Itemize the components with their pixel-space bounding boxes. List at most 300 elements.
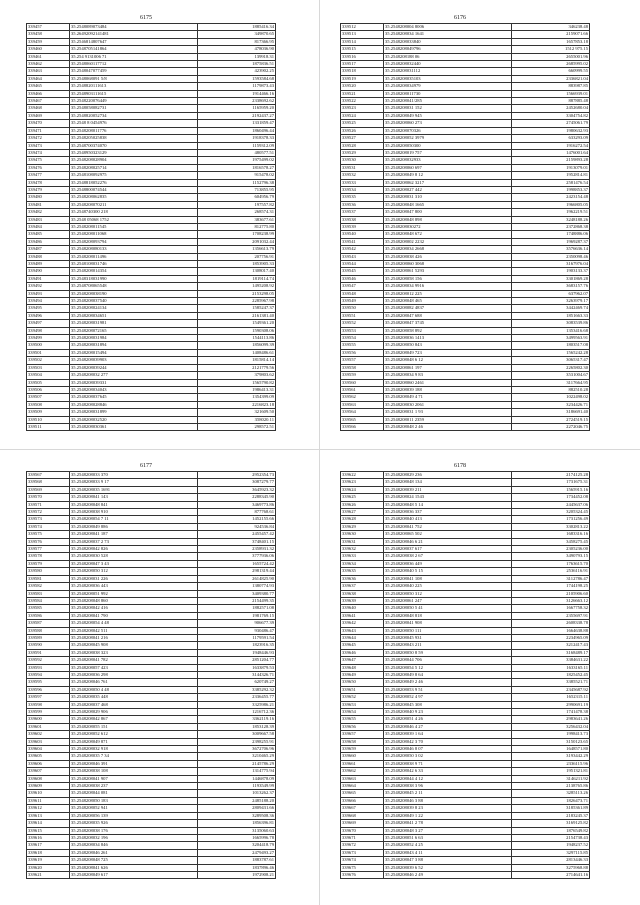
table-row <box>341 223 590 230</box>
row-id-cell: 339565 <box>341 416 384 423</box>
coordinate-cell: 35.2548208072165 <box>70 327 198 334</box>
row-id-cell: 339606 <box>27 760 70 767</box>
row-id-cell: 339543 <box>341 253 384 260</box>
value-cell: 1022498.02 <box>512 394 590 401</box>
value-cell: 1741478.38 <box>512 709 590 716</box>
coordinate-cell: 35.2548208047 688 <box>384 312 512 319</box>
row-id-cell: 339542 <box>341 246 384 253</box>
table-row <box>341 194 590 201</box>
table-row <box>27 605 276 612</box>
value-cell: 637962.07 <box>512 290 590 297</box>
coordinate-cell: 35.2548208051 992 <box>70 590 198 597</box>
row-id-cell: 339559 <box>341 372 384 379</box>
table-row <box>341 575 590 582</box>
value-cell: 1193549.99 <box>198 783 276 790</box>
table-row <box>341 312 590 319</box>
coordinate-cell: 35.2548208031 152 <box>384 105 512 112</box>
table-row <box>341 627 590 634</box>
value-cell: 2192437.27 <box>198 112 276 119</box>
coordinate-cell: 35.2548 8 0454976 <box>70 120 198 127</box>
coordinate-cell: 35.2548208031 310 <box>384 194 512 201</box>
row-id-cell: 339666 <box>341 797 384 804</box>
row-id-cell: 339513 <box>341 31 384 38</box>
coordinate-cell: 35.2548208049 8 12 <box>384 172 512 179</box>
coordinate-cell: 35.254 9131006 71 <box>70 53 198 60</box>
value-cell: 1013262.37 <box>198 790 276 797</box>
row-id-cell: 339533 <box>341 179 384 186</box>
value-cell: 2336821.04 <box>512 75 590 82</box>
table-row <box>27 709 276 716</box>
table-row <box>27 486 276 493</box>
row-id-cell: 339484 <box>27 223 70 230</box>
table-row <box>341 135 590 142</box>
row-id-cell: 339567 <box>27 472 70 479</box>
row-id-cell: 339521 <box>341 90 384 97</box>
table-row <box>341 472 590 479</box>
value-cell: 3531004.67 <box>512 372 590 379</box>
table-row <box>341 157 590 164</box>
table-row <box>341 753 590 760</box>
table-row <box>27 68 276 75</box>
table-row <box>341 679 590 686</box>
value-cell: 2655001.96 <box>512 53 590 60</box>
coordinate-cell: 35.2548208030272 <box>384 223 512 230</box>
value-cell: 1823916.35 <box>198 642 276 649</box>
row-id-cell: 339499 <box>27 335 70 342</box>
value-cell: 1969287.37 <box>512 238 590 245</box>
table-row <box>27 775 276 782</box>
value-cell: 1408486.61 <box>198 349 276 356</box>
table-row <box>341 657 590 664</box>
row-id-cell: 339645 <box>341 642 384 649</box>
table-row <box>341 31 590 38</box>
coordinate-cell: 35.2548208052 3979 <box>384 135 512 142</box>
data-table <box>26 471 276 879</box>
value-cell: 1980632.93 <box>512 127 590 134</box>
table-row <box>27 31 276 38</box>
coordinate-cell: 35.2548208038 3 96 <box>384 783 512 790</box>
row-id-cell: 339480 <box>27 194 70 201</box>
table-row <box>27 38 276 45</box>
row-id-cell: 339553 <box>341 327 384 334</box>
coordinate-cell: 35.2548208042 511 <box>70 627 198 634</box>
value-cell: 930486.47 <box>198 627 276 634</box>
coordinate-cell: 35.2548208035 448 <box>70 694 198 701</box>
coordinate-cell: 35.2548208011776 <box>70 127 198 134</box>
value-cell: 379803.62 <box>198 372 276 379</box>
coordinate-cell: 35.2548208033 9 17 <box>70 479 198 486</box>
coordinate-cell: 35.2548208039331 <box>70 379 198 386</box>
table-row <box>27 583 276 590</box>
coordinate-cell: 35.2548208052 941 <box>70 805 198 812</box>
data-table <box>26 23 276 431</box>
value-cell: 2345687.92 <box>512 686 590 693</box>
table-row <box>341 246 590 253</box>
row-id-cell: 339574 <box>27 523 70 530</box>
table-row <box>27 834 276 841</box>
row-id-cell: 339594 <box>27 671 70 678</box>
row-id-cell: 339511 <box>27 423 70 430</box>
row-id-cell: 339529 <box>341 149 384 156</box>
table-row <box>341 416 590 423</box>
table-row <box>341 842 590 849</box>
coordinate-cell: 35.2548208048 672 <box>384 231 512 238</box>
table-row <box>27 760 276 767</box>
coordinate-cell: 35.2548208034 9 83 <box>384 372 512 379</box>
row-id-cell: 339487 <box>27 246 70 253</box>
row-id-cell: 339535 <box>341 194 384 201</box>
value-cell: 1903133.37 <box>512 268 590 275</box>
coordinate-cell: 35.2548208036 449 <box>384 560 512 567</box>
row-id-cell: 339541 <box>341 238 384 245</box>
table-row <box>341 509 590 516</box>
table-row <box>341 53 590 60</box>
value-cell: 3325986.21 <box>198 701 276 708</box>
table-row <box>27 671 276 678</box>
value-cell: 1331859.47 <box>198 120 276 127</box>
value-cell: 1652315.11 <box>512 694 590 701</box>
coordinate-cell: 35.2548208029 906 <box>70 709 198 716</box>
table-row <box>27 268 276 275</box>
coordinate-cell: 35.2548208041 908 <box>384 620 512 627</box>
coordinate-cell: 35.2548208004 8006 <box>384 24 512 31</box>
table-row <box>27 61 276 68</box>
value-cell: 3065317.47 <box>512 357 590 364</box>
row-id-cell: 339517 <box>341 61 384 68</box>
value-cell: 1549361.20 <box>198 320 276 327</box>
coordinate-cell: 35.2548800074544 <box>70 186 198 193</box>
row-id-cell: 339602 <box>27 731 70 738</box>
value-cell: 3186691.40 <box>512 409 590 416</box>
table-row <box>27 335 276 342</box>
row-id-cell: 339531 <box>341 164 384 171</box>
table-row <box>341 709 590 716</box>
row-id-cell: 339651 <box>341 686 384 693</box>
value-cell: 604956.79 <box>198 194 276 201</box>
table-row <box>27 790 276 797</box>
coordinate-cell: 35.2548208042 3 70 <box>384 738 512 745</box>
coordinate-cell: 35.2548208038 176 <box>70 827 198 834</box>
coordinate-cell: 35.2548208056 139 <box>70 812 198 819</box>
coordinate-cell: 35.2548208048 5 14 <box>384 501 512 508</box>
value-cell: 2355697.91 <box>512 612 590 619</box>
coordinate-cell: 35.2548208047 3 43 <box>70 560 198 567</box>
row-id-cell: 339510 <box>27 416 70 423</box>
value-cell: 1853128.39 <box>198 723 276 730</box>
value-cell: 1837896.46 <box>198 864 276 871</box>
value-cell: 620749.27 <box>198 679 276 686</box>
row-id-cell: 339632 <box>341 546 384 553</box>
table-row <box>341 24 590 31</box>
value-cell: 268574.31 <box>198 209 276 216</box>
coordinate-cell: 35.2548318031990 <box>70 275 198 282</box>
value-cell: 2288345.90 <box>198 494 276 501</box>
row-id-cell: 339633 <box>341 553 384 560</box>
table-row <box>341 531 590 538</box>
coordinate-cell: 35.2548208032933 <box>384 157 512 164</box>
coordinate-cell: 35.2548740300 218 <box>70 209 198 216</box>
coordinate-cell: 35.2548208050 8 59 <box>384 649 512 656</box>
table-row <box>27 575 276 582</box>
coordinate-cell: 35.2548708065548 <box>70 283 198 290</box>
row-id-cell: 339495 <box>27 305 70 312</box>
row-id-cell: 339676 <box>341 871 384 878</box>
row-id-cell: 339485 <box>27 231 70 238</box>
coordinate-cell: 35.2548208028846 <box>70 401 198 408</box>
row-id-cell: 339524 <box>341 112 384 119</box>
row-id-cell: 339595 <box>27 679 70 686</box>
table-row <box>27 312 276 319</box>
row-id-cell: 339613 <box>27 812 70 819</box>
value-cell: 3777936.06 <box>198 553 276 560</box>
row-id-cell: 339467 <box>27 98 70 105</box>
value-cell: 2485188.20 <box>198 797 276 804</box>
table-row <box>341 797 590 804</box>
data-table <box>340 471 590 879</box>
value-cell: 3275968.88 <box>512 864 590 871</box>
coordinate-cell: 35.2548208041 143 <box>70 494 198 501</box>
table-row <box>27 283 276 290</box>
table-row <box>341 372 590 379</box>
coordinate-cell: 35.2548208052 4 25 <box>384 842 512 849</box>
row-id-cell: 339483 <box>27 216 70 223</box>
coordinate-cell: 35.2548208042 416 <box>70 605 198 612</box>
coordinate-cell: 35.2548208050 5 41 <box>384 605 512 612</box>
coordinate-cell: 35.2548208044 4 12 <box>384 775 512 782</box>
value-cell: 924536.84 <box>198 523 276 530</box>
value-cell: 1819114.74 <box>198 275 276 282</box>
table-row <box>27 379 276 386</box>
coordinate-cell: 35.2548208046 3 88 <box>384 797 512 804</box>
coordinate-cell: 35.2548089073484 <box>70 24 198 31</box>
value-cell: 2614825.90 <box>198 575 276 582</box>
value-cell: 3168489.17 <box>512 649 590 656</box>
row-id-cell: 339502 <box>27 357 70 364</box>
row-id-cell: 339482 <box>27 209 70 216</box>
coordinate-cell: 35.2548208041 790 <box>70 612 198 619</box>
page-number: 6178 <box>454 463 466 469</box>
table-row <box>341 290 590 297</box>
table-row <box>341 127 590 134</box>
table-row <box>27 231 276 238</box>
row-id-cell: 339545 <box>341 268 384 275</box>
value-cell: 139918.31 <box>198 53 276 60</box>
table-row <box>27 812 276 819</box>
row-id-cell: 339616 <box>27 834 70 841</box>
value-cell: 3167976.04 <box>512 261 590 268</box>
coordinate-cell: 35.2548208031899 <box>70 409 198 416</box>
coordinate-cell: 35.2548208002 2232 <box>384 238 512 245</box>
value-cell: 2423154.48 <box>512 194 590 201</box>
coordinate-cell: 35.2548208048 841 <box>70 501 198 508</box>
row-id-cell: 339598 <box>27 701 70 708</box>
value-cell: 887885.48 <box>512 98 590 105</box>
row-id-cell: 339497 <box>27 320 70 327</box>
row-id-cell: 339611 <box>27 797 70 804</box>
coordinate-cell: 35.2548208037 2 73 <box>70 538 198 545</box>
coordinate-cell: 35.2548208040 225 <box>384 583 512 590</box>
value-cell: 1495208.92 <box>198 283 276 290</box>
table-row <box>27 627 276 634</box>
value-cell: 2685995.02 <box>512 61 590 68</box>
coordinate-cell: 35.2548208037 468 <box>70 701 198 708</box>
coordinate-cell: 35.2548208048 465 <box>384 298 512 305</box>
value-cell: 3297115.85 <box>512 849 590 856</box>
coordinate-cell: 35.2548208049 945 <box>384 112 512 119</box>
value-cell: 3212417.43 <box>512 642 590 649</box>
row-id-cell: 339538 <box>341 216 384 223</box>
row-id-cell: 339586 <box>27 612 70 619</box>
row-id-cell: 339618 <box>27 849 70 856</box>
row-id-cell: 339539 <box>341 223 384 230</box>
table-row <box>27 871 276 878</box>
coordinate-cell: 35.2548208054 7 11 <box>70 516 198 523</box>
value-cell: 915478.02 <box>198 172 276 179</box>
value-cell: 3169125.82 <box>512 820 590 827</box>
table-row <box>27 46 276 53</box>
row-id-cell: 339528 <box>341 142 384 149</box>
table-row <box>341 568 590 575</box>
row-id-cell: 339612 <box>27 805 70 812</box>
value-cell: 2091032.44 <box>198 238 276 245</box>
value-cell: 3144326.71 <box>198 671 276 678</box>
row-id-cell: 339481 <box>27 201 70 208</box>
coordinate-cell: 35.2548208038 426 <box>384 253 512 260</box>
coordinate-cell: 35.2548208035 7 34 <box>70 753 198 760</box>
value-cell: 1860496.44 <box>198 127 276 134</box>
coordinate-cell: 35.2548208041 782 <box>70 657 198 664</box>
coordinate-cell: 35.2548208027 442 <box>384 186 512 193</box>
table-row <box>27 24 276 31</box>
coordinate-cell: 35.2548208048 6 12 <box>384 357 512 364</box>
coordinate-cell: 35.2548208031981 <box>70 320 198 327</box>
coordinate-cell: 35.2548208048 134 <box>384 479 512 486</box>
row-id-cell: 339673 <box>341 849 384 856</box>
row-id-cell: 339639 <box>341 597 384 604</box>
row-id-cell: 339488 <box>27 253 70 260</box>
coordinate-cell: 35.2548208055 151 <box>70 723 198 730</box>
row-id-cell: 339469 <box>27 112 70 119</box>
coordinate-cell: 35.2548208041 752 <box>384 523 512 530</box>
coordinate-cell: 35.2548208048 3 27 <box>384 827 512 834</box>
value-cell: 2336115.96 <box>512 760 590 767</box>
row-id-cell: 339486 <box>27 238 70 245</box>
coordinate-cell: 35.2548208057 423 <box>70 664 198 671</box>
coordinate-cell: 35.2548047077459 <box>70 68 198 75</box>
row-id-cell: 339583 <box>27 590 70 597</box>
value-cell: 2338692.62 <box>198 98 276 105</box>
table-row <box>341 164 590 171</box>
row-id-cell: 339549 <box>341 298 384 305</box>
table-row <box>341 335 590 342</box>
coordinate-cell: 35.2548208050 843 <box>384 342 512 349</box>
row-id-cell: 339566 <box>341 423 384 430</box>
coordinate-cell: 35.2548208045 308 <box>384 701 512 708</box>
coordinate-cell: 35.2546814807647 <box>70 38 198 45</box>
table-row <box>27 105 276 112</box>
table-row <box>341 479 590 486</box>
row-id-cell: 339668 <box>341 812 384 819</box>
value-cell: 2145786.29 <box>198 760 276 767</box>
coordinate-cell: 35.2548208058 892 <box>384 327 512 334</box>
table-row <box>341 760 590 767</box>
row-id-cell: 339459 <box>27 38 70 45</box>
value-cell: 3748401.15 <box>198 538 276 545</box>
table-row <box>27 849 276 856</box>
value-cell: 1816578.27 <box>198 164 276 171</box>
row-id-cell: 339637 <box>341 583 384 590</box>
table-row <box>27 298 276 305</box>
value-cell: 3385521.71 <box>512 679 590 686</box>
table-row <box>27 864 276 871</box>
page-6175 <box>26 14 274 431</box>
value-cell: 1883787.61 <box>198 857 276 864</box>
row-id-cell: 339660 <box>341 753 384 760</box>
row-id-cell: 339489 <box>27 261 70 268</box>
value-cell: 1875836.51 <box>198 61 276 68</box>
table-row <box>341 590 590 597</box>
coordinate-cell: 35.2548208034 1641 <box>384 31 512 38</box>
value-cell: 1664638.88 <box>512 627 590 634</box>
coordinate-cell: 35.2548208052 4 97 <box>384 694 512 701</box>
value-cell: 1633879.53 <box>198 664 276 671</box>
table-row <box>27 305 276 312</box>
row-id-cell: 339556 <box>341 349 384 356</box>
row-id-cell: 339490 <box>27 268 70 275</box>
value-cell: 207756.91 <box>198 253 276 260</box>
coordinate-cell: 35.2548208035103 <box>384 75 512 82</box>
row-id-cell: 339500 <box>27 342 70 349</box>
value-cell: 3204418.79 <box>198 842 276 849</box>
coordinate-cell: 35.2548208046 4 27 <box>384 723 512 730</box>
table-row <box>27 394 276 401</box>
value-cell: 1986413.31 <box>198 386 276 393</box>
table-row <box>27 261 276 268</box>
table-row <box>341 320 590 327</box>
row-id-cell: 339622 <box>341 472 384 479</box>
coordinate-cell: 35.2548208050 183 <box>70 797 198 804</box>
coordinate-cell: 35.2548208031 1 93 <box>384 409 512 416</box>
table-row <box>27 349 276 356</box>
table-row <box>27 238 276 245</box>
table-row <box>341 394 590 401</box>
coordinate-cell: 35.2548208030361 <box>70 423 198 430</box>
coordinate-cell: 35.2548208012 225 <box>384 290 512 297</box>
row-id-cell: 339590 <box>27 642 70 649</box>
row-id-cell: 339465 <box>27 83 70 90</box>
table-row <box>27 290 276 297</box>
coordinate-cell: 35.2548208035 1691 <box>70 486 198 493</box>
table-row <box>27 701 276 708</box>
value-cell: 1179591.54 <box>198 634 276 641</box>
value-cell: 2398255.91 <box>198 738 276 745</box>
value-cell: 3304754.82 <box>512 112 590 119</box>
value-cell: 2138765.86 <box>512 783 590 790</box>
table-row <box>341 120 590 127</box>
table-row <box>341 834 590 841</box>
value-cell: 3234426.71 <box>512 401 590 408</box>
row-id-cell: 339650 <box>341 679 384 686</box>
table-row <box>341 553 590 560</box>
value-cell: 1657853.18 <box>512 38 590 45</box>
table-row <box>341 364 590 371</box>
coordinate-cell: 35.2548208046 2 49 <box>384 871 512 878</box>
table-row <box>27 842 276 849</box>
coordinate-cell: 35.2548208032 196 <box>70 834 198 841</box>
coordinate-cell: 35.2548820111613 <box>70 83 198 90</box>
value-cell: 1748886.06 <box>512 231 590 238</box>
coordinate-cell: 35.2548208034651 <box>70 312 198 319</box>
